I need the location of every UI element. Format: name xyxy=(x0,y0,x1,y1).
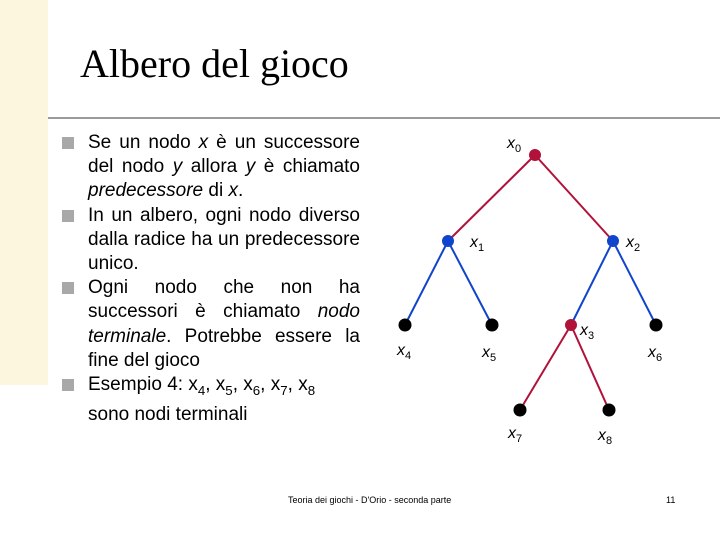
game-tree xyxy=(380,120,720,490)
tree-node-x4 xyxy=(399,319,412,332)
tree-node-label-x4: $x_4$ xyxy=(397,342,412,362)
tree-edge-x0-x1 xyxy=(448,155,535,241)
bullet-item: Se un nodo x è un successore del nodo y allora y è chiamato predecessore di x. xyxy=(62,131,360,204)
bullet-list xyxy=(62,131,360,427)
tree-edge-x0-x2 xyxy=(535,155,613,241)
tree-node-x8 xyxy=(603,404,616,417)
tree-node-label-x2: $x_2$ xyxy=(626,234,641,254)
tree-node-x5 xyxy=(486,319,499,332)
tree-node-x3 xyxy=(565,319,577,331)
bullet-square-icon xyxy=(62,379,74,391)
tree-node-label-x5: $x_5$ xyxy=(482,344,497,364)
tree-node-x2 xyxy=(607,235,619,247)
bullet-square-icon xyxy=(62,137,74,149)
tree-node-x0 xyxy=(529,149,541,161)
tree-node-label-x8: $x_8$ xyxy=(598,427,613,447)
tree-node-label-x0: $x_0$ xyxy=(507,135,522,155)
bullet-item: Ogni nodo che non ha successori è chiamato nodo terminale. Potrebbe essere la fine del gioco xyxy=(62,276,360,373)
left-accent-bar xyxy=(0,0,48,385)
tree-node-label-x1: $x_1$ xyxy=(470,234,485,254)
bullet-item: Esempio 4: $x_4$, $x_5$, $x_6$, $x_7$, $x_8$ sono nodi terminali xyxy=(62,373,360,427)
title-divider xyxy=(48,117,720,119)
tree-node-label-x3: $x_3$ xyxy=(580,322,595,342)
tree-node-x6 xyxy=(650,319,663,332)
tree-edge-x2-x3 xyxy=(571,241,613,325)
tree-node-label-x7: $x_7$ xyxy=(508,425,523,445)
tree-edge-x3-x7 xyxy=(520,325,571,410)
footer-text: Teoria dei giochi - D'Orio - seconda parte xyxy=(288,495,452,505)
page-number: 11 xyxy=(666,495,676,505)
tree-node-label-x6: $x_6$ xyxy=(648,344,663,364)
tree-node-x7 xyxy=(514,404,527,417)
bullet-square-icon xyxy=(62,210,74,222)
tree-node-x1 xyxy=(442,235,454,247)
slide-title: Albero del gioco xyxy=(80,41,349,86)
bullet-square-icon xyxy=(62,282,74,294)
tree-edge-x1-x5 xyxy=(448,241,492,325)
tree-edge-x1-x4 xyxy=(405,241,448,325)
bullet-item: In un albero, ogni nodo diverso dalla radice ha un predecessore unico. xyxy=(62,204,360,277)
